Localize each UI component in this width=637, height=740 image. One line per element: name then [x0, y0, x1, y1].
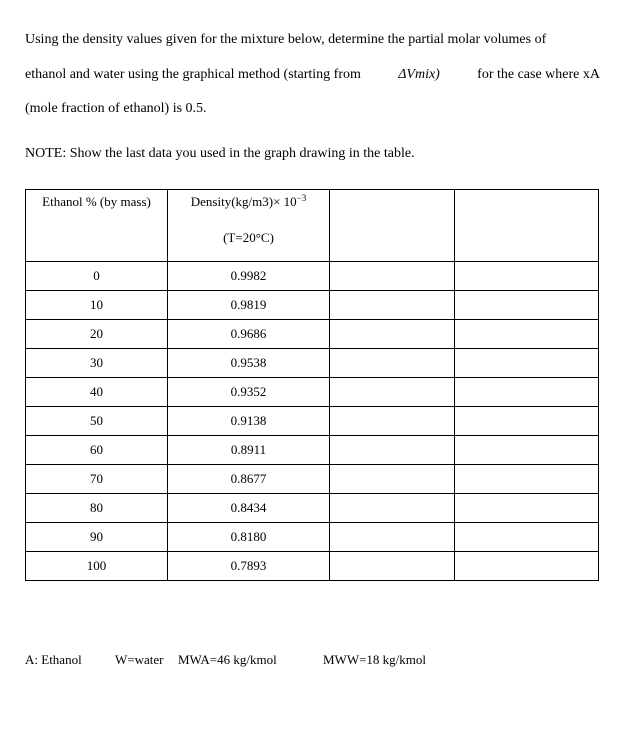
- table-row: [26, 494, 599, 523]
- header-density-main: Density(kg/m3)× 10: [190, 194, 297, 209]
- blank-cell-col4[interactable]: [455, 378, 599, 407]
- footer-mww: MWW=18 kg/kmol: [323, 652, 427, 667]
- delta-vmix-term: ΔVmix): [398, 67, 440, 82]
- ethanol-percent-cell: 40: [26, 378, 168, 407]
- problem-line-2-start: ethanol and water using the graphical method (starting from: [25, 67, 361, 82]
- header-ethanol-percent: [26, 190, 168, 262]
- blank-cell-col3[interactable]: [330, 436, 455, 465]
- density-cell: 0.8434: [168, 494, 330, 523]
- blank-cell-col3[interactable]: [330, 523, 455, 552]
- ethanol-percent-cell: 80: [26, 494, 168, 523]
- ethanol-percent-cell: 50: [26, 407, 168, 436]
- footer-w-label: W=water: [115, 652, 164, 667]
- density-cell: 0.9982: [168, 262, 330, 291]
- blank-cell-col4[interactable]: [455, 436, 599, 465]
- problem-line-2-end: for the case where xA: [477, 67, 600, 82]
- blank-cell-col4[interactable]: [455, 552, 599, 581]
- blank-cell-col3[interactable]: [330, 465, 455, 494]
- table-row: [26, 407, 599, 436]
- blank-cell-col3[interactable]: [330, 552, 455, 581]
- density-cell: 0.9819: [168, 291, 330, 320]
- blank-cell-col4[interactable]: [455, 262, 599, 291]
- header-ethanol-label: Ethanol % (by mass): [42, 194, 151, 209]
- header-density: [168, 190, 330, 262]
- table-row: [26, 291, 599, 320]
- density-cell: 0.7893: [168, 552, 330, 581]
- table-row: [26, 465, 599, 494]
- table-header-row: [26, 190, 599, 262]
- ethanol-percent-cell: 100: [26, 552, 168, 581]
- table-row: [26, 378, 599, 407]
- blank-cell-col4[interactable]: [455, 291, 599, 320]
- ethanol-percent-cell: 20: [26, 320, 168, 349]
- table-row: [26, 552, 599, 581]
- problem-line-1-text: Using the density values given for the mixture below, determine the partial molar volumes of: [25, 32, 547, 47]
- blank-cell-col4[interactable]: [455, 407, 599, 436]
- blank-cell-col3[interactable]: [330, 378, 455, 407]
- ethanol-percent-cell: 70: [26, 465, 168, 494]
- blank-cell-col3[interactable]: [330, 291, 455, 320]
- header-density-label: [170, 194, 327, 210]
- problem-line-2: [25, 67, 600, 83]
- header-blank-col4[interactable]: [455, 190, 599, 262]
- density-table: [25, 189, 599, 581]
- blank-cell-col4[interactable]: [455, 349, 599, 378]
- blank-cell-col4[interactable]: [455, 465, 599, 494]
- problem-line-1: [25, 32, 600, 48]
- ethanol-percent-cell: 90: [26, 523, 168, 552]
- density-cell: 0.9538: [168, 349, 330, 378]
- header-density-exponent: −3: [296, 193, 307, 203]
- table-row: [26, 523, 599, 552]
- blank-cell-col3[interactable]: [330, 407, 455, 436]
- density-cell: 0.9686: [168, 320, 330, 349]
- density-cell: 0.8677: [168, 465, 330, 494]
- blank-cell-col3[interactable]: [330, 349, 455, 378]
- density-cell: 0.9138: [168, 407, 330, 436]
- header-temperature: (T=20°C): [223, 230, 274, 245]
- note-text: NOTE: Show the last data you used in the graph drawing in the table.: [25, 146, 415, 161]
- ethanol-percent-cell: 60: [26, 436, 168, 465]
- header-blank-col3[interactable]: [330, 190, 455, 262]
- blank-cell-col3[interactable]: [330, 494, 455, 523]
- footer-mwa: MWA=46 kg/kmol: [178, 652, 277, 667]
- table-row: [26, 436, 599, 465]
- ethanol-percent-cell: 10: [26, 291, 168, 320]
- blank-cell-col3[interactable]: [330, 262, 455, 291]
- table-row: [26, 320, 599, 349]
- ethanol-percent-cell: 30: [26, 349, 168, 378]
- footer-a-label: A: Ethanol: [25, 652, 82, 667]
- table-row: [26, 349, 599, 378]
- blank-cell-col4[interactable]: [455, 320, 599, 349]
- density-cell: 0.8911: [168, 436, 330, 465]
- density-cell: 0.9352: [168, 378, 330, 407]
- blank-cell-col4[interactable]: [455, 494, 599, 523]
- blank-cell-col3[interactable]: [330, 320, 455, 349]
- density-cell: 0.8180: [168, 523, 330, 552]
- blank-cell-col4[interactable]: [455, 523, 599, 552]
- problem-line-3: (mole fraction of ethanol) is 0.5.: [25, 101, 207, 116]
- ethanol-percent-cell: 0: [26, 262, 168, 291]
- table-row: [26, 262, 599, 291]
